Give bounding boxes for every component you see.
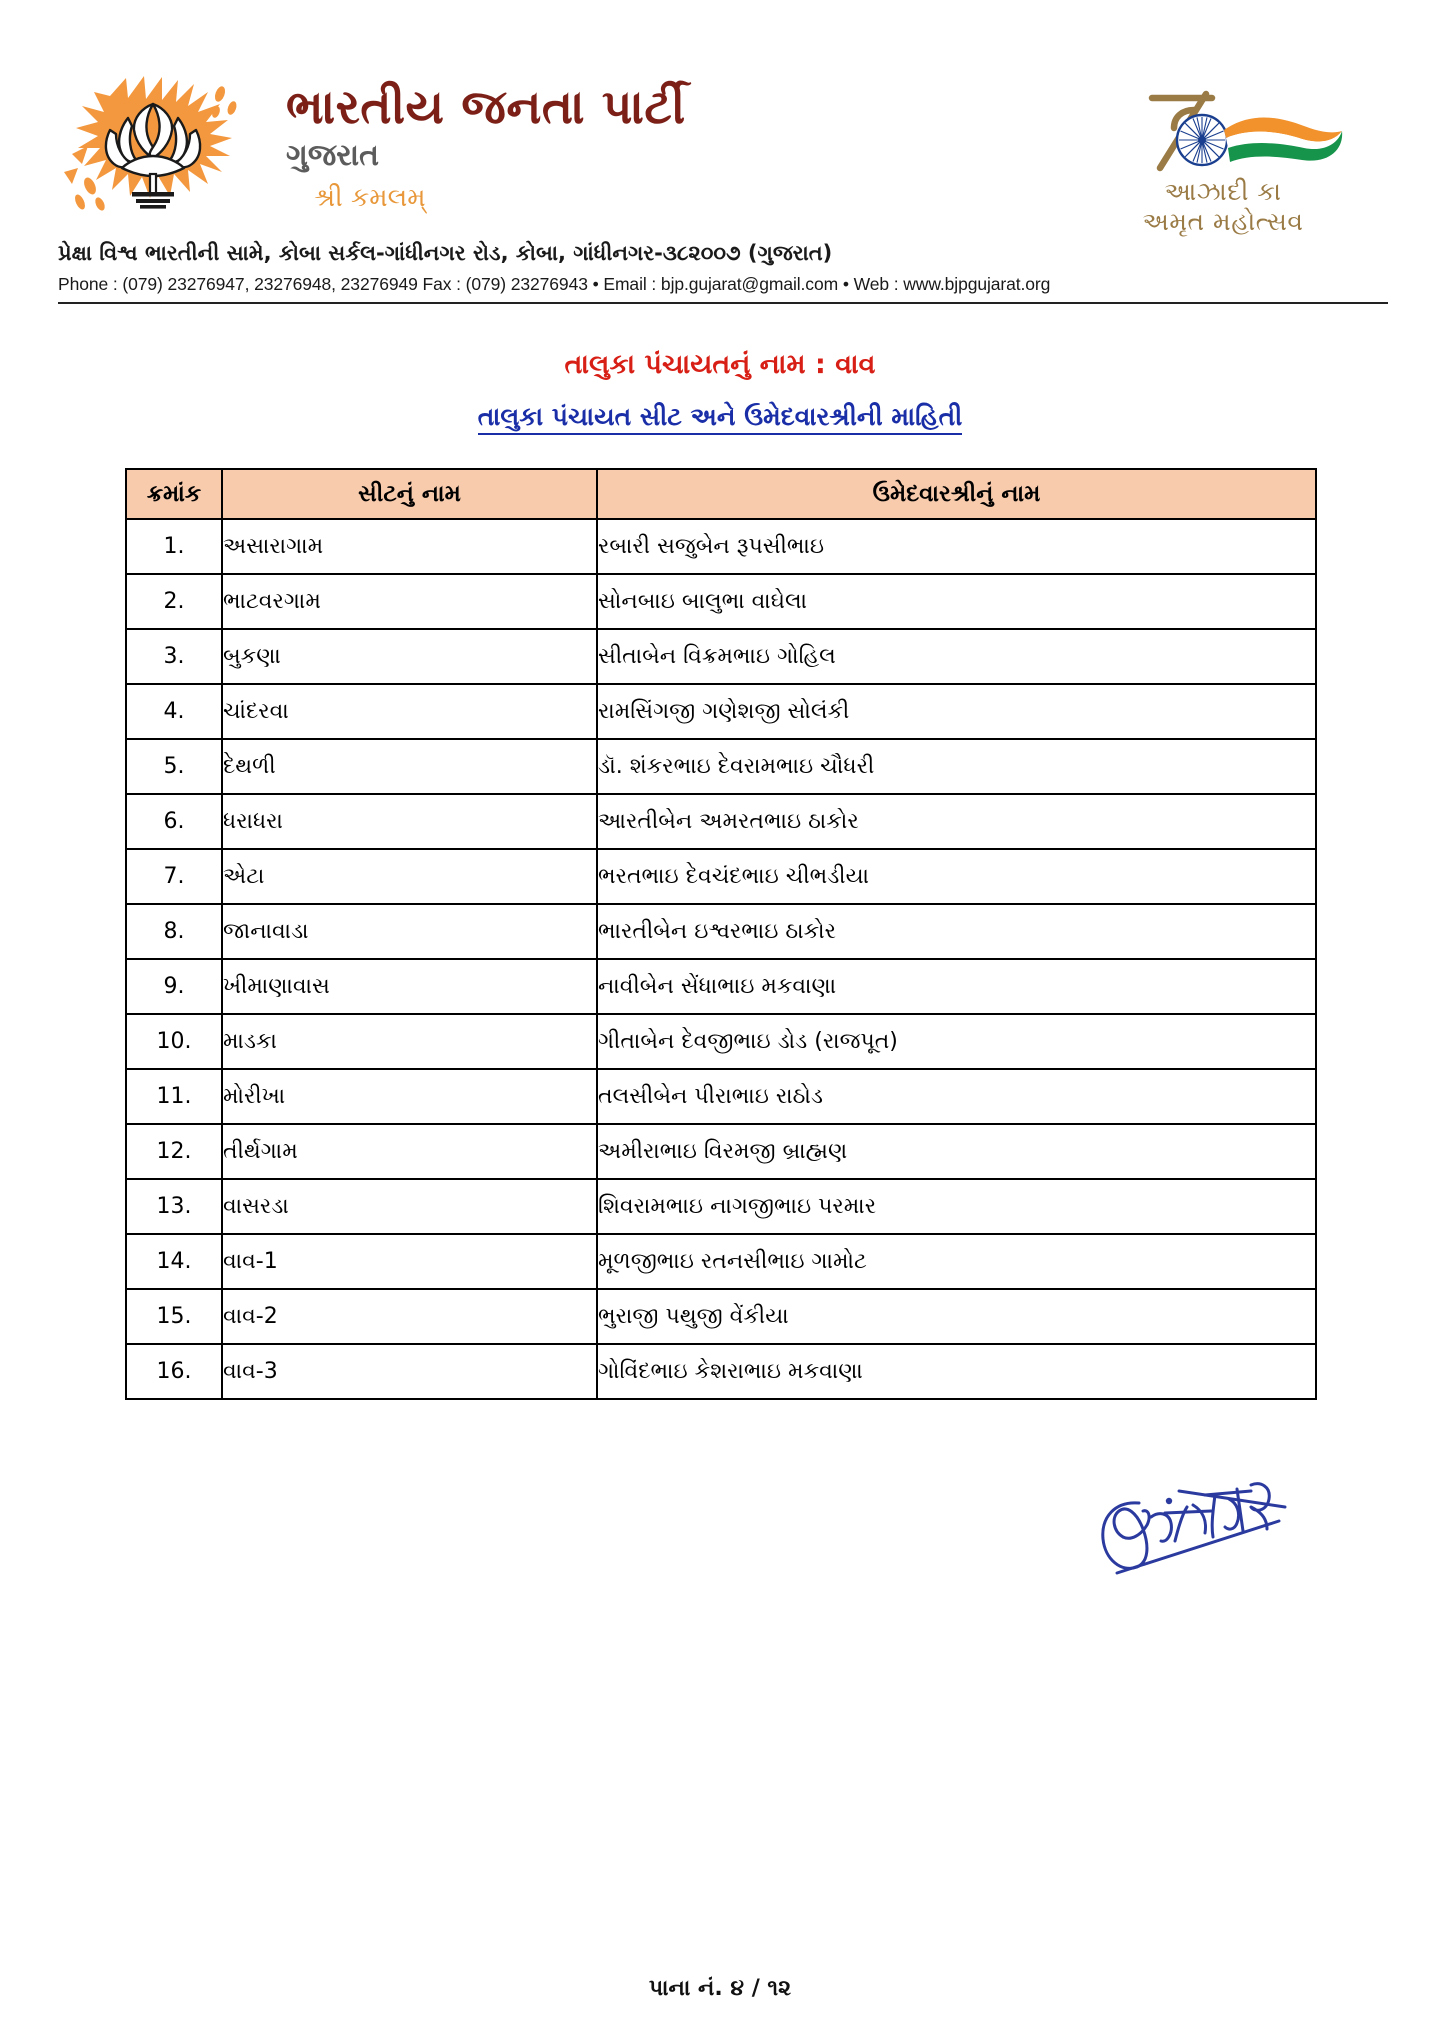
- cell-serial-number: 11.: [126, 1069, 222, 1124]
- table-row: [126, 739, 1316, 794]
- cell-seat-name: અસારાગામ: [222, 519, 597, 574]
- cell-seat-name: ધરાધરા: [222, 794, 597, 849]
- letterhead-divider: [58, 302, 1388, 304]
- cell-candidate-name: રામસિંગજી ગણેશજી સોલંકી: [597, 684, 1316, 739]
- cell-seat-name: ચાંદરવા: [222, 684, 597, 739]
- party-name: ભારતીય જનતા પાર્ટી: [286, 80, 686, 135]
- page-number-footer: પાના નં. ૪ / ૧૨: [648, 1976, 792, 2001]
- cell-seat-name: વાવ-1: [222, 1234, 597, 1289]
- bjp-lotus-flame-logo: [58, 68, 268, 223]
- amrit-line-2: અમૃત મહોત્સવ: [1142, 206, 1304, 236]
- cell-candidate-name: આરતીબેન અમરતભાઇ ઠાકોર: [597, 794, 1316, 849]
- cell-candidate-name: સીતાબેન વિક્રમભાઇ ગોહિલ: [597, 629, 1316, 684]
- office-name: શ્રી કમલમ્: [314, 182, 426, 213]
- cell-serial-number: 7.: [126, 849, 222, 904]
- cell-serial-number: 9.: [126, 959, 222, 1014]
- table-head: [126, 469, 1316, 519]
- office-address: પ્રેક્ષા વિશ્વ ભારતીની સામે, કોબા સર્કલ-ગાંધીનગર રોડ, કોબા, ગાંધીનગર-૩૮૨૦૦૭ (ગુજરાત): [58, 241, 833, 265]
- cell-seat-name: ભાટવરગામ: [222, 574, 597, 629]
- amrit-line-1: આઝાદી કા: [1164, 177, 1282, 206]
- cell-serial-number: 16.: [126, 1344, 222, 1399]
- cell-serial-number: 4.: [126, 684, 222, 739]
- table-row: [126, 684, 1316, 739]
- letterhead: [0, 0, 1440, 250]
- cell-serial-number: 12.: [126, 1124, 222, 1179]
- cell-serial-number: 6.: [126, 794, 222, 849]
- cell-serial-number: 5.: [126, 739, 222, 794]
- table-row: [126, 1124, 1316, 1179]
- state-name: ગુજરાત: [286, 137, 380, 173]
- cell-seat-name: વાવ-2: [222, 1289, 597, 1344]
- cell-candidate-name: ગીતાબેન દેવજીભાઇ ડોડ (રાજપૂત): [597, 1014, 1316, 1069]
- cell-serial-number: 14.: [126, 1234, 222, 1289]
- page-subtitle-text: તાલુકા પંચાયત સીટ અને ઉમેદવારશ્રીની માહિતી: [478, 402, 963, 435]
- cell-serial-number: 3.: [126, 629, 222, 684]
- table-row: [126, 904, 1316, 959]
- contact-info: Phone : (079) 23276947, 23276948, 23276949 Fax : (079) 23276943 • Email : bjp.gujarat@gmail.com • Web : www.bjpgujarat.org: [58, 274, 1051, 295]
- table-row: [126, 794, 1316, 849]
- cell-seat-name: વાવ-3: [222, 1344, 597, 1399]
- column-header-seat-name: સીટનું નામ: [222, 469, 597, 519]
- table-row: [126, 1179, 1316, 1234]
- cell-candidate-name: ભરતભાઇ દેવચંદભાઇ ચીભડીયા: [597, 849, 1316, 904]
- table-row: [126, 629, 1316, 684]
- cell-seat-name: મોરીખા: [222, 1069, 597, 1124]
- cell-serial-number: 13.: [126, 1179, 222, 1234]
- cell-seat-name: જાનાવાડા: [222, 904, 597, 959]
- cell-seat-name: વાસરડા: [222, 1179, 597, 1234]
- cell-candidate-name: નાવીબેન સેંધાભાઇ મકવાણા: [597, 959, 1316, 1014]
- table-header-row: [126, 469, 1316, 519]
- cell-candidate-name: શિવરામભાઇ નાગજીભાઇ પરમાર: [597, 1179, 1316, 1234]
- candidates-table: [125, 468, 1317, 1400]
- cell-candidate-name: ભુરાજી પથુજી વેંકીયા: [597, 1289, 1316, 1344]
- table-row: [126, 574, 1316, 629]
- cell-candidate-name: મૂળજીભાઇ રતનસીભાઇ ગામોટ: [597, 1234, 1316, 1289]
- cell-candidate-name: ભારતીબેન ઇશ્વરભાઇ ઠાકોર: [597, 904, 1316, 959]
- cell-seat-name: દેથળી: [222, 739, 597, 794]
- candidates-table-wrapper: [125, 468, 1315, 1400]
- cell-serial-number: 1.: [126, 519, 222, 574]
- table-row: [126, 519, 1316, 574]
- cell-serial-number: 2.: [126, 574, 222, 629]
- cell-candidate-name: અમીરાભાઇ વિરમજી બ્રાહ્મણ: [597, 1124, 1316, 1179]
- page-title: તાલુકા પંચાયતનું નામ : વાવ: [564, 349, 876, 381]
- azadi-ka-amrit-mahotsav-logo: [1098, 76, 1348, 241]
- cell-seat-name: તીર્થગામ: [222, 1124, 597, 1179]
- cell-candidate-name: ડૉ. શંકરભાઇ દેવરામભાઇ ચૌધરી: [597, 739, 1316, 794]
- table-row: [126, 1234, 1316, 1289]
- table-row: [126, 959, 1316, 1014]
- cell-candidate-name: રબારી સજુબેન રૂપસીભાઇ: [597, 519, 1316, 574]
- page-subtitle: [0, 402, 1440, 432]
- table-row: [126, 1289, 1316, 1344]
- table-row: [126, 1344, 1316, 1399]
- handwritten-signature: [1065, 1455, 1345, 1595]
- cell-serial-number: 10.: [126, 1014, 222, 1069]
- table-row: [126, 1014, 1316, 1069]
- table-row: [126, 849, 1316, 904]
- cell-candidate-name: ગોવિંદભાઇ કેશરાભાઇ મકવાણા: [597, 1344, 1316, 1399]
- cell-seat-name: માડકા: [222, 1014, 597, 1069]
- cell-seat-name: ખીમાણાવાસ: [222, 959, 597, 1014]
- column-header-serial: ક્રમાંક: [126, 469, 222, 519]
- brand-block: [58, 62, 686, 223]
- brand-text: [286, 62, 686, 211]
- cell-seat-name: બુકણા: [222, 629, 597, 684]
- cell-serial-number: 15.: [126, 1289, 222, 1344]
- column-header-candidate-name: ઉમેદવારશ્રીનું નામ: [597, 469, 1316, 519]
- cell-candidate-name: તલસીબેન પીરાભાઇ રાઠોડ: [597, 1069, 1316, 1124]
- cell-serial-number: 8.: [126, 904, 222, 959]
- table-row: [126, 1069, 1316, 1124]
- cell-seat-name: એટા: [222, 849, 597, 904]
- cell-candidate-name: સોનબાઇ બાલુભા વાઘેલા: [597, 574, 1316, 629]
- table-body: [126, 519, 1316, 1399]
